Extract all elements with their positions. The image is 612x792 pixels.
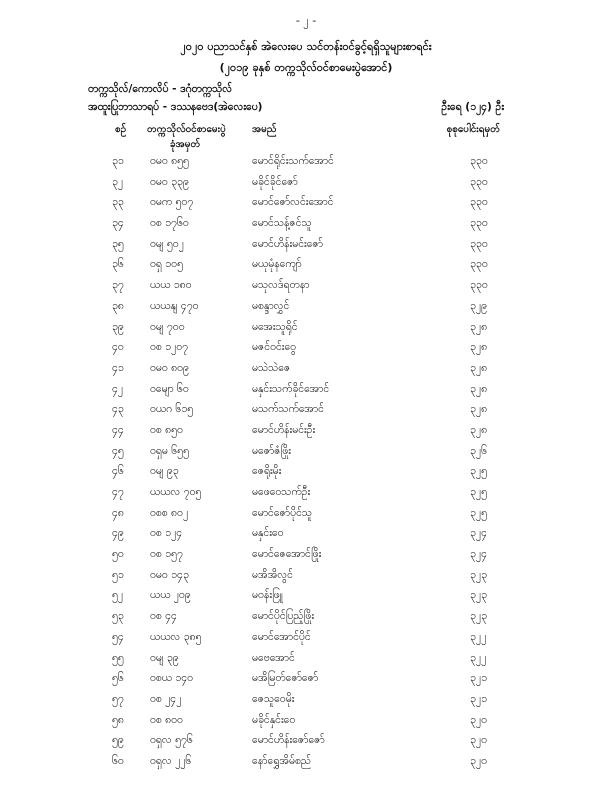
row-registration: ဝရှ ၁၀၅: [150, 258, 183, 271]
row-registration: ဝစ ၈၅၀: [150, 423, 183, 436]
row-marks: ၃၂၆: [470, 444, 487, 457]
row-number: ၅၆: [112, 672, 124, 685]
row-marks: ၃၂၀: [470, 754, 487, 767]
row-registration: ယယလ ၇၀၅: [150, 486, 202, 498]
row-registration: ဝရှလ ၂၂၆: [150, 754, 192, 767]
row-number: ၃၅: [112, 237, 124, 250]
row-registration: ဝရှမ ၆၅၅: [150, 444, 189, 457]
row-registration: ဝမျ ၅၀၂: [150, 237, 184, 250]
row-marks: ၃၂၈: [470, 341, 488, 354]
row-number: ၅၉: [112, 734, 124, 747]
row-registration: ယယ ၁၈၀: [150, 279, 192, 292]
row-name: မစန္ဒာလွှင်: [252, 299, 290, 312]
row-name: မနှင်းဝေ: [252, 527, 284, 540]
table-row: [0, 359, 612, 380]
row-number: ၃၈: [112, 299, 124, 312]
row-registration: ဝမ၀ ၃၃၉: [150, 175, 189, 188]
row-marks: ၃၂၄: [470, 548, 487, 561]
row-number: ၅၅: [112, 651, 124, 664]
table-row: [0, 442, 612, 463]
table-row: [0, 711, 612, 732]
row-number: ၅၂: [112, 589, 124, 602]
row-name: မဇော်ဇံဖြိုး: [252, 444, 291, 457]
row-name: မအိအိလွင်: [252, 568, 293, 581]
row-registration: ဝစ ၁၅၇: [150, 548, 183, 561]
row-name: မောင်ဇော်လင်းအောင်: [252, 196, 334, 209]
row-registration: ယယ ၂၀၉: [150, 589, 191, 602]
table-row: [0, 586, 612, 607]
table-row: [0, 649, 612, 670]
row-marks: ၃၂၁: [470, 692, 487, 705]
column-header-reg-line2: ခုံအမှတ်: [170, 139, 201, 150]
row-registration: ဝစ ၄၄: [150, 610, 177, 623]
row-marks: ၃၃၀: [470, 196, 488, 209]
row-name: မနှင်းသက်ခိုင်အောင်: [252, 382, 330, 395]
row-number: ၃၉: [112, 320, 124, 333]
row-marks: ၃၂၃: [470, 568, 487, 581]
row-name: မောင်သန့်ဇင်သူ: [252, 217, 312, 230]
row-number: ၄၀: [112, 341, 124, 354]
row-number: ၄၃: [112, 403, 124, 416]
row-name: မခိုင်ခိုင်ဇော်: [252, 175, 298, 188]
row-registration: ဝစ ၁၇၆၀: [150, 217, 189, 230]
row-marks: ၃၂၅: [470, 465, 487, 478]
row-number: ၃၃: [112, 196, 124, 209]
column-header-reg-line1: တက္ကသိုလ်ဝင်စာမေးပွဲ: [147, 124, 226, 135]
table-row: [0, 152, 612, 173]
row-name: ဇေရိုးမိုး: [252, 465, 282, 478]
table-row: [0, 276, 612, 297]
column-header-name: အမည်: [252, 124, 277, 135]
results-table: [0, 152, 612, 773]
row-number: ၆၀: [112, 754, 124, 767]
row-registration: ဝယဂ ၆၁၅: [150, 403, 194, 416]
row-marks: ၃၂၅: [470, 486, 487, 498]
row-registration: ဝမ၀ ၁၄၃: [150, 568, 189, 581]
row-registration: ယယလ ၃၈၅: [150, 630, 202, 643]
row-marks: ၃၂၈: [470, 361, 488, 374]
row-name: မသက်သက်အောင်: [252, 403, 324, 416]
table-row: [0, 566, 612, 587]
row-marks: ၃၂၈: [470, 382, 488, 395]
row-registration: ယယနျ ၄၇၀: [150, 299, 199, 312]
row-name: မောင်ဟိန်းဇော်ဇော်: [252, 734, 325, 747]
table-row: [0, 235, 612, 256]
table-row: [0, 483, 612, 504]
row-number: ၅၀: [112, 548, 124, 561]
row-registration: ဝမျော ၆၀: [150, 382, 189, 395]
row-marks: ၃၂၂: [470, 630, 487, 643]
row-number: ၅၈: [112, 713, 124, 726]
row-registration: ဝစယ ၁၄၀: [150, 672, 194, 685]
table-row: [0, 524, 612, 545]
table-row: [0, 504, 612, 525]
row-registration: ဝမျ ၇၀၀: [150, 320, 185, 333]
table-row: [0, 173, 612, 194]
row-number: ၄၇: [112, 486, 124, 498]
row-marks: ၃၂၀: [470, 713, 487, 726]
row-name: မခိုင်နှင်းဝေ: [252, 713, 296, 726]
row-number: ၄၆: [112, 465, 124, 478]
row-number: ၄၂: [112, 382, 124, 395]
row-marks: ၃၃၀: [470, 279, 488, 292]
row-name: မဖေဝေသက်ဦး: [252, 486, 311, 498]
row-registration: ဝရှလ ၅၇၆: [150, 734, 193, 747]
column-header-marks: စုစုပေါင်းရမှတ်: [446, 124, 500, 135]
row-marks: ၃၂၈: [470, 403, 488, 416]
row-marks: ၃၃၀: [470, 155, 488, 167]
row-number: ၅၃: [112, 610, 124, 623]
table-row: [0, 338, 612, 359]
row-number: ၃၂: [112, 175, 124, 188]
row-number: ၄၁: [112, 361, 124, 374]
row-marks: ၃၂၉: [470, 299, 487, 312]
table-row: [0, 545, 612, 566]
table-row: [0, 462, 612, 483]
row-marks: ၃၂၄: [470, 527, 487, 540]
row-name: မသုလဒ်ရတနာ: [252, 279, 310, 292]
row-name: မယုမုံနကျော်: [252, 258, 302, 271]
document-subtitle: (၂၀၁၉ ခုနှစ် တက္ကသိုလ်ဝင်စာမေးပွဲအောင်): [219, 61, 393, 74]
row-registration: ဝစ ၈၀၀: [150, 713, 183, 726]
row-marks: ၃၂၅: [470, 506, 487, 519]
row-name: မောင်ပိုင်ပြည့်ဖြိုး: [252, 610, 314, 623]
row-number: ၃၆: [112, 258, 124, 271]
row-marks: ၃၂၂: [470, 651, 487, 664]
quota-count: ဦးရေ (၁၂၄) ဦး: [441, 101, 504, 113]
row-number: ၃၁: [112, 155, 124, 167]
row-marks: ၃၂၃: [470, 610, 487, 623]
row-number: ၄၅: [112, 444, 124, 457]
row-name: မောင်အောင်ပိုင်: [252, 630, 311, 643]
row-number: ၃၄: [112, 217, 124, 230]
table-row: [0, 421, 612, 442]
table-row: [0, 297, 612, 318]
row-registration: ဝစ ၁၂၄: [150, 527, 183, 540]
row-name: မဝန်းဖြူ: [252, 589, 283, 602]
table-row: [0, 731, 612, 752]
row-registration: ဝစ ၂၄၂: [150, 692, 182, 705]
row-name: မအိမြတ်ဇော်ဇော်: [252, 672, 319, 685]
row-name: နော်ရွှေအိမ်စည်: [252, 754, 312, 767]
row-number: ၄၈: [112, 506, 124, 519]
table-row: [0, 318, 612, 339]
column-header-no: စဉ်: [115, 124, 127, 135]
row-registration: ဝစ ၁၂၀၇: [150, 341, 189, 354]
row-marks: ၃၂၁: [470, 672, 487, 685]
row-number: ၅၄: [112, 630, 124, 643]
page-number: - ၂ -: [295, 14, 317, 27]
row-marks: ၃၃၀: [470, 217, 488, 230]
table-row: [0, 255, 612, 276]
table-row: [0, 752, 612, 773]
row-marks: ၃၃၀: [470, 237, 488, 250]
document-title: ၂၀၂၀ ပညာသင်နှစ် အဲလေးပေ သင်တန်းဝင်ခွင့်ရရှိသူများစာရင်း: [180, 40, 432, 53]
row-registration: ဝမျ ၃၉: [150, 651, 179, 664]
table-row: [0, 669, 612, 690]
row-name: မောင်ဇော်ပိုင်သူ: [252, 506, 313, 519]
row-number: ၃၇: [112, 279, 124, 292]
row-registration: ဝစစ ၈၀၂: [150, 506, 189, 519]
row-name: မောင်ရိုင်းသက်အောင်: [252, 155, 334, 167]
row-registration: ဝမျ ၉၃: [150, 465, 179, 478]
table-row: [0, 607, 612, 628]
table-row: [0, 690, 612, 711]
university-line: တက္ကသိုလ်/ကောလိပ် - ‌ဒဂုံတက္ကသိုလ်: [88, 83, 233, 95]
table-row: [0, 380, 612, 401]
row-name: မဇင်ဝင်းဝွေ: [252, 341, 297, 354]
row-name: မောင်ဟိန်းမင်းဦး: [252, 423, 316, 436]
row-name: မအေးသူရိုင်: [252, 320, 298, 333]
row-number: ၅၁: [112, 568, 124, 581]
row-name: မောင်ဟိန်းမင်းဇော်: [252, 237, 323, 250]
row-number: ၄၄: [112, 423, 124, 436]
row-name: မဗေအောင်: [252, 651, 295, 664]
row-number: ၅၇: [112, 692, 124, 705]
row-marks: ၃၂၈: [470, 423, 488, 436]
row-marks: ၃၃၀: [470, 258, 488, 271]
row-marks: ၃၂၃: [470, 589, 487, 602]
table-row: [0, 400, 612, 421]
row-registration: ဝမ၀ ၈၀၉: [150, 361, 189, 374]
row-marks: ၃၂၀: [470, 734, 487, 747]
major-line: အထူးပြုဘာသာရပ် - ‌ဒဿနဗေဒ(အဲလေးပေ): [88, 101, 263, 113]
row-name: မောင်ဇေအောင်ဖြိုး: [252, 548, 322, 561]
row-number: ၄၉: [112, 527, 124, 540]
row-registration: ဝမ၀ ၈၅၅: [150, 155, 189, 167]
table-row: [0, 193, 612, 214]
row-name: ဇေသူဝေမိုး: [252, 692, 295, 705]
row-registration: ဝမက ၅၀၇: [150, 196, 194, 209]
table-row: [0, 628, 612, 649]
row-name: မသဲသဲဇေ: [252, 361, 291, 374]
row-marks: ၃၂၈: [470, 320, 488, 333]
table-row: [0, 214, 612, 235]
row-marks: ၃၃၀: [470, 175, 488, 188]
